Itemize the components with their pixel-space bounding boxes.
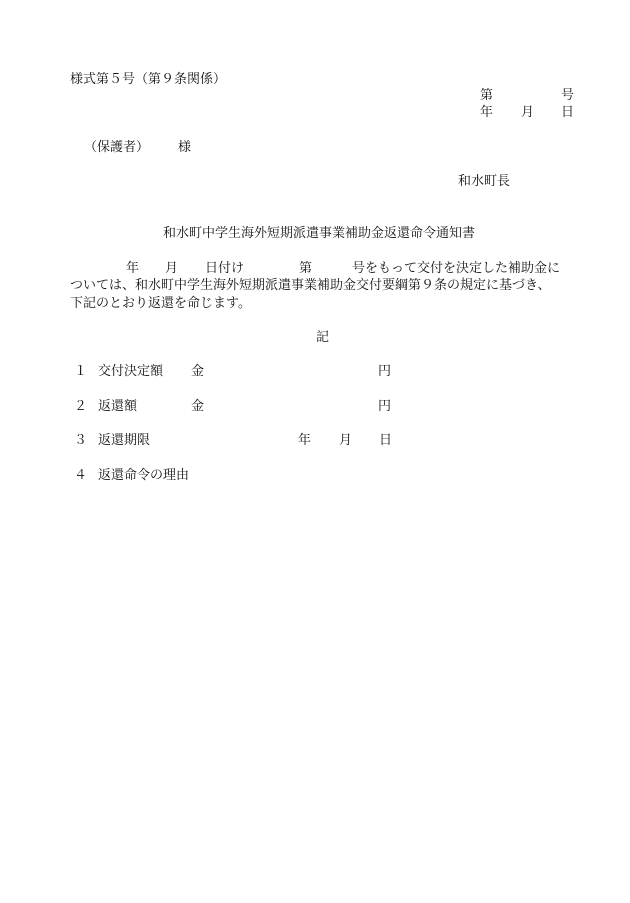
item-label: 交付決定額 bbox=[98, 364, 164, 379]
body-line1-rest: 号をもって交付を決定した補助金に bbox=[352, 261, 561, 276]
body-number-prefix: 第 bbox=[299, 261, 313, 276]
item-label: 返還額 bbox=[98, 399, 138, 414]
item-amount-prefix: 金 bbox=[191, 399, 205, 414]
item-amount-prefix: 金 bbox=[191, 364, 205, 379]
document-number-prefix: 第 bbox=[480, 88, 494, 103]
body-line2: ついては、和水町中学生海外短期派遣事業補助金交付要綱第９条の規定に基づき、 bbox=[70, 278, 551, 293]
item-amount-unit: 円 bbox=[378, 399, 392, 414]
issuer-name: 和水町長 bbox=[458, 174, 511, 189]
ki-heading: 記 bbox=[316, 330, 330, 345]
item-number: ４ bbox=[74, 468, 88, 483]
item-number: １ bbox=[74, 364, 88, 379]
deadline-year: 年 bbox=[298, 433, 312, 448]
item-number: ３ bbox=[74, 433, 88, 448]
addressee-honorific: 様 bbox=[178, 140, 192, 155]
deadline-month: 月 bbox=[339, 433, 353, 448]
form-label: 様式第５号（第９条関係） bbox=[70, 72, 227, 87]
body-month: 月 bbox=[165, 261, 179, 276]
document-title: 和水町中学生海外短期派遣事業補助金返還命令通知書 bbox=[163, 226, 476, 241]
issue-date-month: 月 bbox=[521, 105, 535, 120]
document-number-suffix: 号 bbox=[561, 88, 575, 103]
item-amount-unit: 円 bbox=[378, 364, 392, 379]
addressee-role: （保護者） bbox=[84, 140, 150, 155]
body-line3: 下記のとおり返還を命じます。 bbox=[70, 296, 251, 311]
item-label: 返還命令の理由 bbox=[98, 468, 190, 483]
body-year: 年 bbox=[126, 261, 140, 276]
issue-date-day: 日 bbox=[561, 105, 575, 120]
issue-date-year: 年 bbox=[480, 105, 494, 120]
item-number: ２ bbox=[74, 399, 88, 414]
item-label: 返還期限 bbox=[98, 433, 151, 448]
deadline-day: 日 bbox=[379, 433, 393, 448]
body-day: 日付け bbox=[205, 261, 245, 276]
